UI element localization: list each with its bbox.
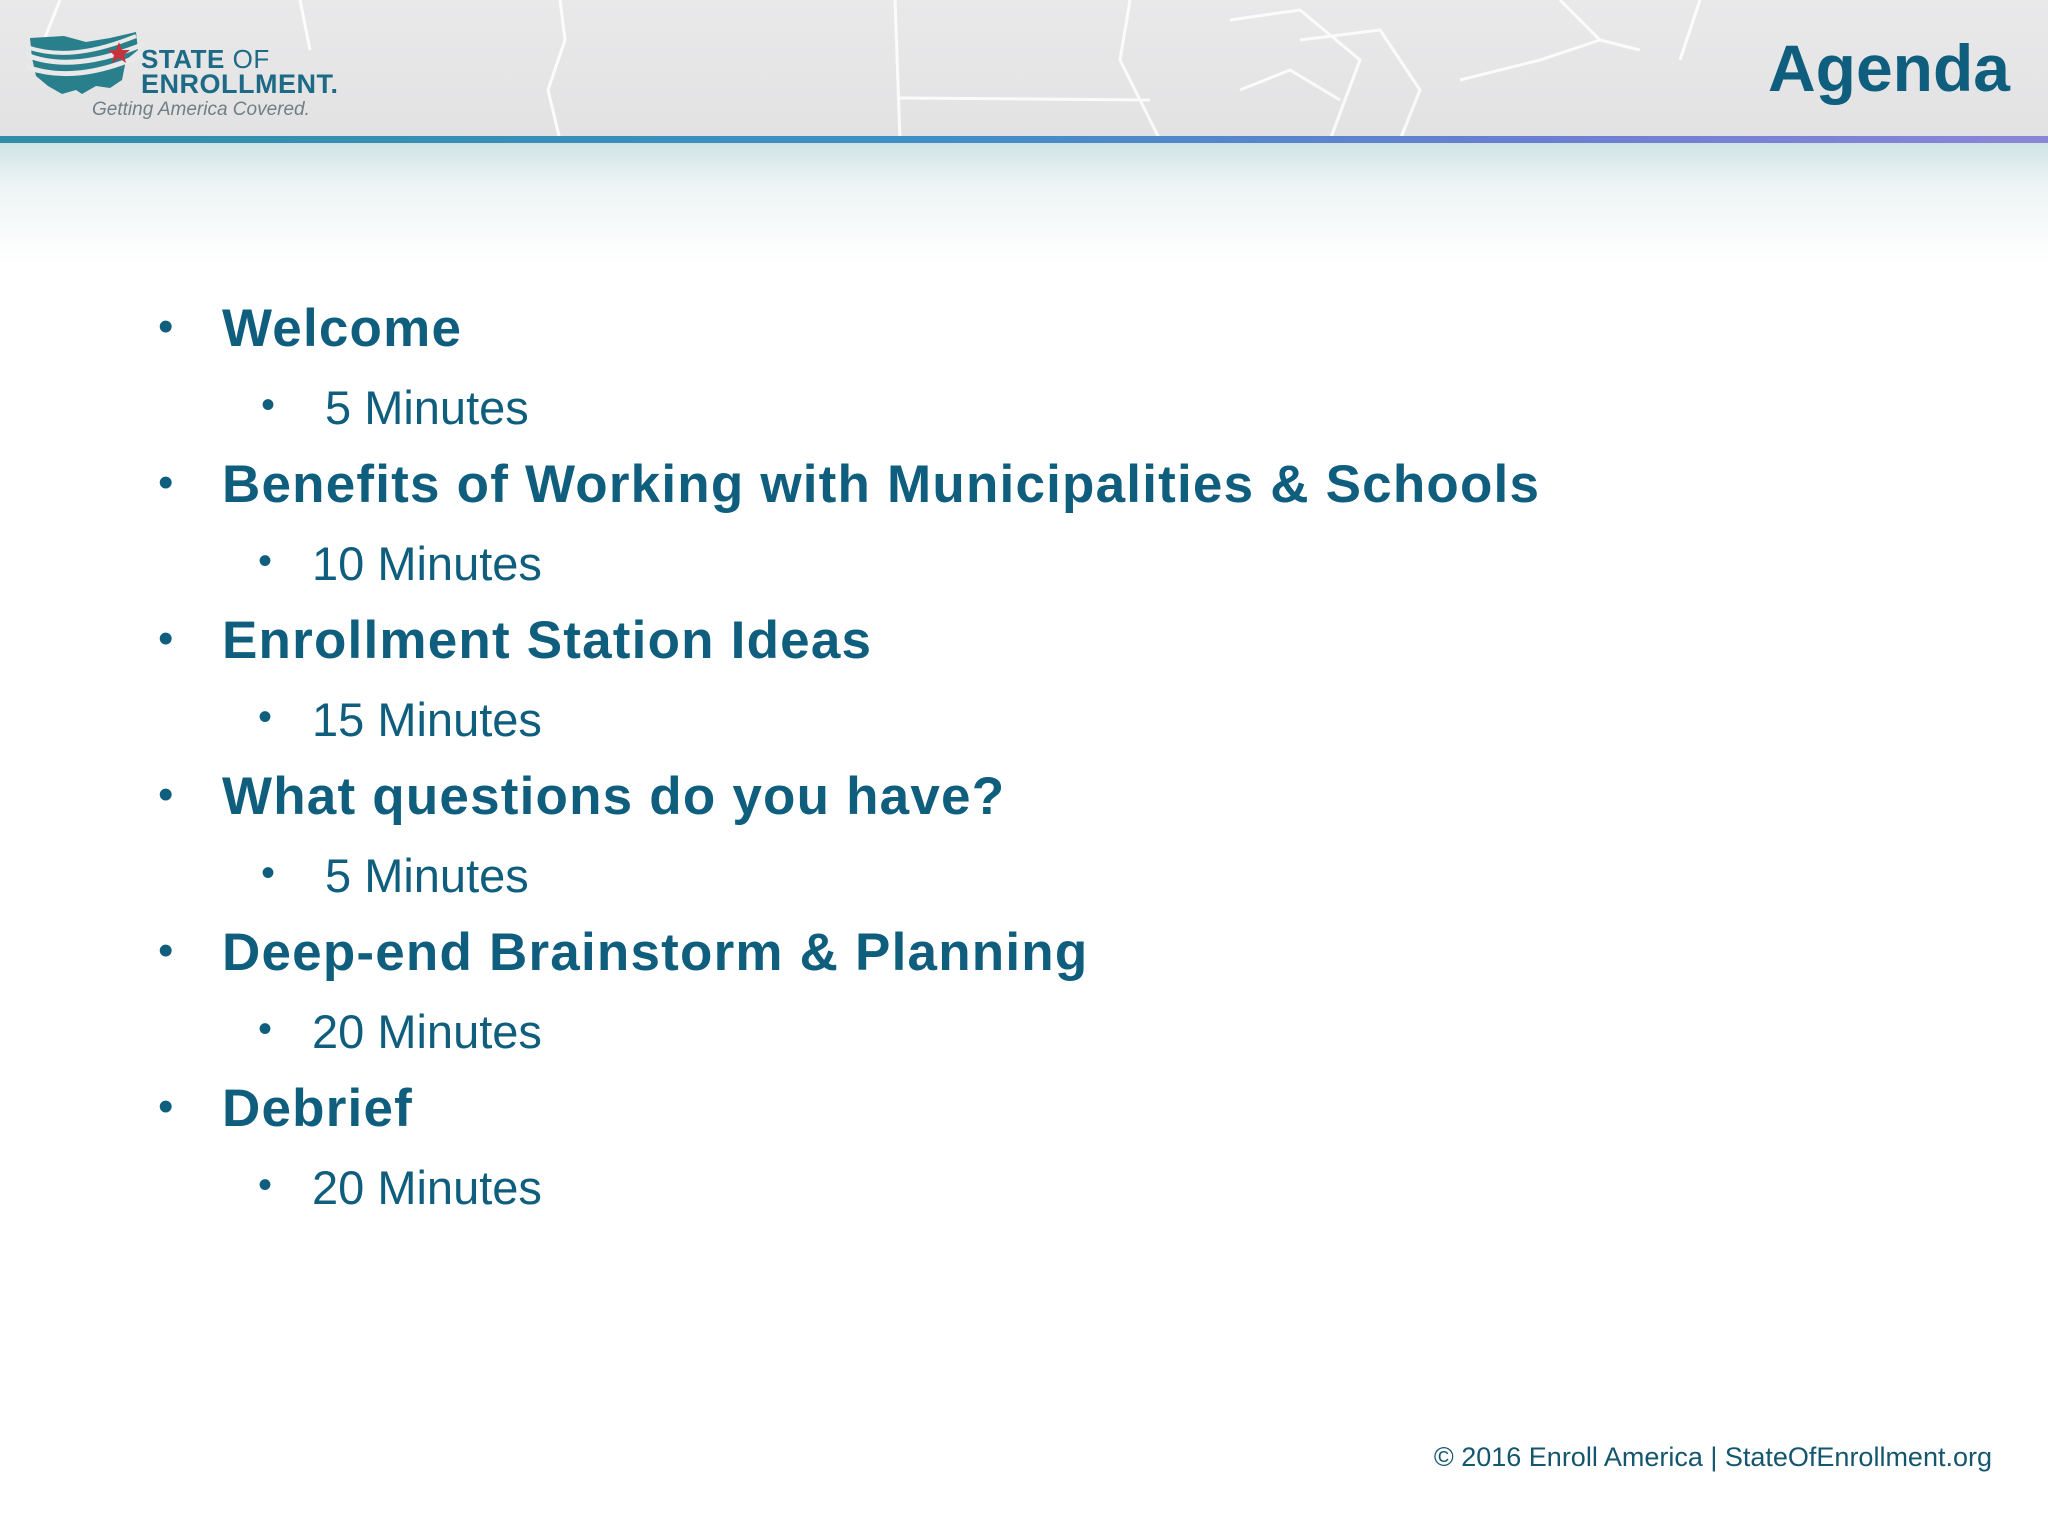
agenda-duration-label: 5 Minutes bbox=[325, 849, 529, 902]
slide-title: Agenda bbox=[1767, 31, 2010, 105]
header-rule bbox=[0, 136, 2048, 143]
bullet-icon: • bbox=[158, 458, 175, 507]
us-map-swoosh-icon bbox=[26, 24, 146, 104]
agenda-item-label: Enrollment Station Ideas bbox=[222, 611, 873, 670]
agenda-item bbox=[158, 610, 873, 671]
agenda-item-label: Debrief bbox=[222, 1079, 414, 1138]
bullet-icon: • bbox=[158, 1082, 175, 1131]
bullet-icon: • bbox=[258, 1163, 273, 1207]
agenda-item-label: Welcome bbox=[222, 299, 463, 358]
agenda-duration bbox=[258, 536, 542, 591]
logo-wordmark-line1: STATE OF bbox=[141, 44, 270, 74]
agenda-item-label: Benefits of Working with Municipalities & Schools bbox=[222, 455, 1541, 514]
logo-wordmark-line2: ENROLLMENT. bbox=[141, 69, 339, 99]
agenda-duration bbox=[258, 1004, 542, 1059]
agenda-item bbox=[158, 454, 1541, 515]
agenda-duration-label: 20 Minutes bbox=[312, 1005, 542, 1058]
logo-tagline: Getting America Covered. bbox=[92, 99, 310, 120]
agenda-duration-label: 15 Minutes bbox=[312, 693, 542, 746]
header-fade bbox=[0, 143, 2048, 263]
bullet-icon: • bbox=[158, 302, 175, 351]
agenda-duration bbox=[258, 692, 542, 747]
agenda-item-label: Deep-end Brainstorm & Planning bbox=[222, 923, 1089, 982]
bullet-icon: • bbox=[261, 383, 276, 427]
agenda-duration bbox=[261, 848, 529, 903]
bullet-icon: • bbox=[258, 695, 273, 739]
bullet-icon: • bbox=[258, 1007, 273, 1051]
bullet-icon: • bbox=[261, 851, 276, 895]
agenda-duration-label: 5 Minutes bbox=[325, 381, 529, 434]
agenda-item bbox=[158, 1078, 414, 1139]
bullet-icon: • bbox=[158, 614, 175, 663]
agenda-item bbox=[158, 766, 1006, 827]
agenda-item-label: What questions do you have? bbox=[222, 767, 1006, 826]
bullet-icon: • bbox=[158, 770, 175, 819]
state-of-enrollment-logo bbox=[26, 24, 356, 124]
agenda-duration-label: 10 Minutes bbox=[312, 537, 542, 590]
bullet-icon: • bbox=[158, 926, 175, 975]
agenda-duration bbox=[258, 1160, 542, 1215]
bullet-icon: • bbox=[258, 539, 273, 583]
agenda-item bbox=[158, 298, 463, 359]
agenda-duration bbox=[261, 380, 529, 435]
agenda-duration-label: 20 Minutes bbox=[312, 1161, 542, 1214]
copyright-footer: © 2016 Enroll America | StateOfEnrollment.org bbox=[1433, 1442, 1992, 1472]
agenda-item bbox=[158, 922, 1089, 983]
